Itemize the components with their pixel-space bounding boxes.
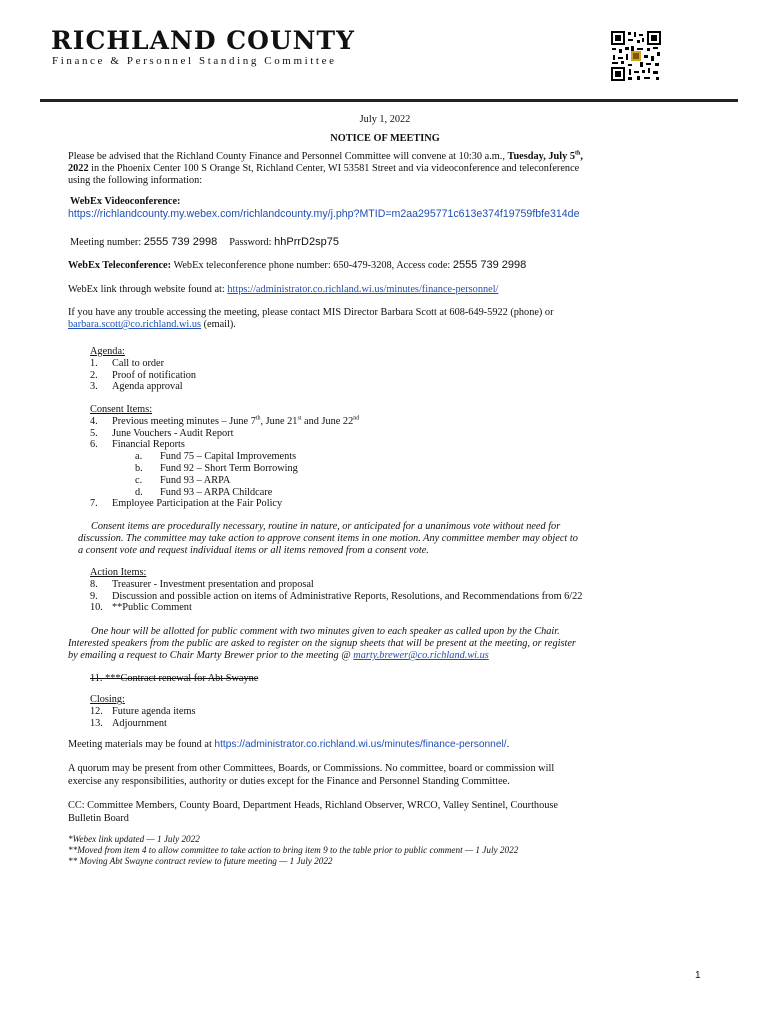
sub-list-item: b. Fund 92 – Short Term Borrowing (135, 462, 298, 474)
consent-note: Consent items are procedurally necessary, routine in nature, or anticipated for a unanimous vote without need for discussion. The committee may take action to approve consent items in one motion. Any committee member may object to a consent vote and request individual items or all items removed from a consent vote. (78, 521, 578, 556)
webex-heading: WebEx Videoconference: (70, 196, 181, 207)
intro-date-bold: Tuesday, July 5 (507, 151, 575, 162)
agenda-heading: Agenda: (90, 346, 125, 357)
intro-text-a: Please be advised that the Richland County Finance and Personnel Committee will convene at 10:30 a.m., (68, 151, 508, 162)
notice-heading: NOTICE OF MEETING (330, 133, 440, 144)
struck-item-11: 11. ***Contract renewal for Abt Swayne (90, 673, 259, 684)
action-section (90, 567, 582, 614)
list-item: 5. June Vouchers - Audit Report (90, 427, 234, 439)
sub-list-item: d. Fund 93 – ARPA Childcare (135, 486, 273, 498)
materials-line: Meeting materials may be found at https://administrator.co.richland.wi.us/minutes/finance-personnel/. (68, 739, 510, 750)
webex-url-link[interactable]: https://richlandcounty.my.webex.com/richlandcounty.my/j.php?MTID=m2aa295771c613e374f19759fbfe314de (68, 208, 580, 220)
list-item: 3. Agenda approval (90, 381, 183, 393)
list-item: 1. Call to order (90, 357, 165, 369)
public-comment-note: One hour will be allotted for public comment with two minutes given to each speaker as called upon by the Chair. Interested speakers from the public are asked to register on the signup sheets that will be present at the meeting, or register by emailing a request to Chair Marty Brewer prior to the meeting @ marty.brewer@co.richland.wi.us (68, 626, 576, 661)
consent-heading: Consent Items: (90, 404, 153, 415)
action-heading: Action Items: (90, 567, 147, 578)
intro-comma: , (580, 151, 583, 162)
teleconference-text: WebEx teleconference phone number: 650-479-3208, Access code: (171, 260, 453, 271)
consent-section (90, 404, 359, 510)
website-label: WebEx link through website found at: (68, 284, 228, 295)
materials-url-link[interactable]: https://administrator.co.richland.wi.us/minutes/finance-personnel/ (214, 739, 507, 750)
intro-date-sup: th (574, 150, 581, 157)
cc-paragraph: CC: Committee Members, County Board, Department Heads, Richland Observer, WRCO, Valley Sentinel, Courthouse Bulletin Board (68, 800, 558, 824)
intro-text-c: using the following information: (68, 175, 203, 186)
revision-notes (68, 834, 518, 867)
list-item: 4. Previous meeting minutes – June 7th, June 21st and June 22nd (90, 415, 360, 427)
closing-heading: Closing: (90, 694, 125, 705)
password-value: hhPrrD2sp75 (274, 236, 339, 248)
list-item: 9. Discussion and possible action on items of Administrative Reports, Resolutions, and Recommendations from 6/22 (90, 590, 583, 602)
revision-note: **Moved from item 4 to allow committee to take action to bring item 9 to the table prior to public comment — 1 July 2022 (68, 845, 519, 855)
website-url-link[interactable]: https://administrator.co.richland.wi.us/minutes/finance-personnel/ (227, 284, 499, 295)
list-item: 2. Proof of notification (90, 369, 197, 381)
teleconference-code: 2555 739 2998 (452, 259, 527, 271)
revision-note: ** Moving Abt Swayne contract review to future meeting — 1 July 2022 (68, 856, 333, 866)
sub-list-item: a. Fund 75 – Capital Improvements (135, 451, 297, 463)
trouble-tail: (email). (201, 319, 236, 330)
meeting-number-value: 2555 739 2998 (143, 236, 218, 248)
trouble-paragraph (68, 307, 708, 331)
list-item: 6. Financial Reports (90, 439, 185, 451)
list-item: 13. Adjournment (90, 717, 167, 729)
qr-code-icon (610, 30, 662, 82)
trouble-email-link[interactable]: barbara.scott@co.richland.wi.us (68, 319, 201, 330)
intro-year: 2022 (68, 163, 89, 174)
list-item: 7. Employee Participation at the Fair Policy (90, 498, 283, 510)
quorum-paragraph: A quorum may be present from other Committees, Boards, or Commissions. No committee, board or commission will exercise any responsibilities, authority or duties except for the Finance and Personnel Standing Committee. (68, 763, 555, 787)
intro-text-b: in the Phoenix Center 100 S Orange St, Richland Center, WI 53581 Street and via videoconference and teleconference (88, 163, 580, 174)
sub-list-item: c. Fund 93 – ARPA (135, 474, 231, 486)
website-line (68, 284, 498, 296)
notice-date: July 1, 2022 (359, 114, 411, 125)
county-title: RICHLAND COUNTY (51, 26, 355, 55)
meeting-number-label: Meeting number: (70, 237, 144, 248)
closing-section (90, 694, 196, 729)
chair-email-link[interactable]: marty.brewer@co.richland.wi.us (353, 650, 489, 661)
teleconference-label: WebEx Teleconference: (68, 260, 172, 271)
meeting-number-line (70, 236, 339, 249)
password-label: Password: (229, 237, 275, 248)
page-number: 1 (695, 970, 701, 981)
trouble-text: If you have any trouble accessing the meeting, please contact MIS Director Barbara Scott at 608-649-5922 (phone) or (68, 307, 554, 318)
agenda-section (90, 346, 196, 393)
teleconference-line (68, 259, 526, 272)
header-divider (40, 99, 738, 102)
revision-note: *Webex link updated — 1 July 2022 (68, 834, 200, 844)
list-item: 8. Treasurer - Investment presentation and proposal (90, 578, 314, 590)
committee-subtitle: Finance & Personnel Standing Committee (52, 55, 337, 67)
intro-paragraph (68, 151, 708, 187)
list-item: 10. **Public Comment (90, 602, 192, 614)
list-item: 12. Future agenda items (90, 705, 196, 717)
